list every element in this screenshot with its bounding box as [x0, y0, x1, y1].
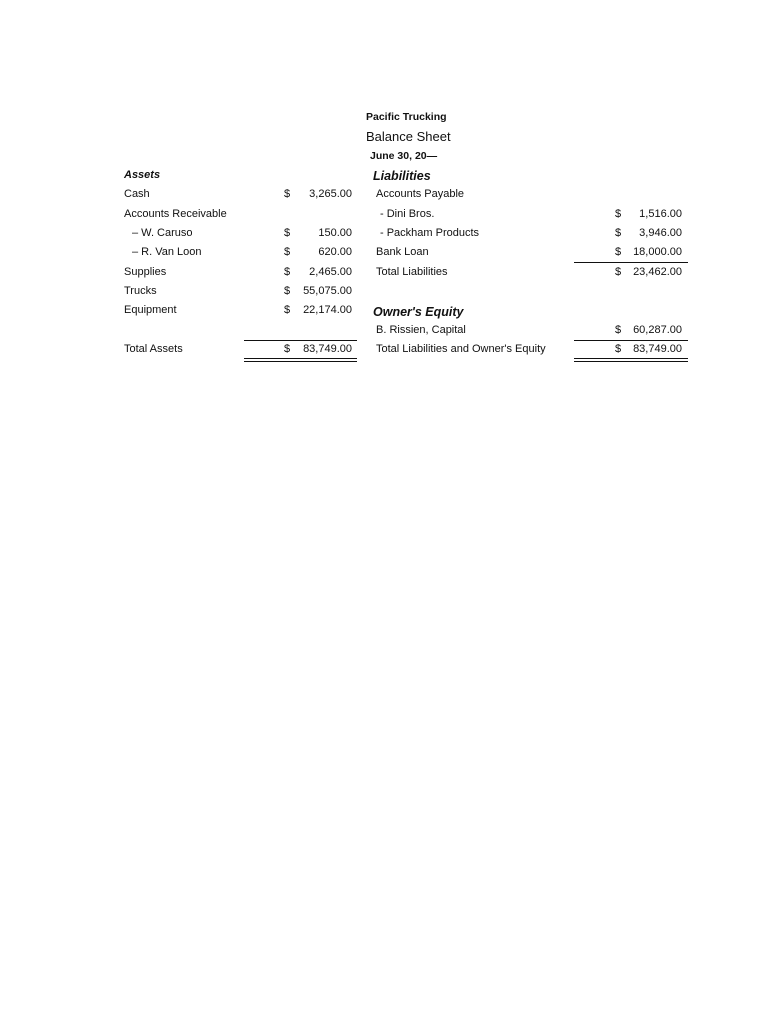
liability-label-accounts-payable: Accounts Payable [376, 188, 465, 200]
asset-label-w-caruso: – W. Caruso [132, 227, 193, 239]
equity-label-capital: B. Rissien, Capital [376, 324, 466, 336]
liability-amount-packham-products: 3,946.00 [639, 227, 682, 239]
company-name: Pacific Trucking [366, 111, 447, 123]
equity-currency-capital: $ [615, 324, 622, 336]
equity-subtotal-rule [574, 340, 688, 341]
total-liabilities-amount: 23,462.00 [633, 266, 682, 278]
liabilities-equity-total-double-rule [574, 358, 688, 362]
total-liabilities-equity-currency: $ [615, 343, 622, 355]
total-assets-currency: $ [284, 343, 291, 355]
assets-subtotal-rule [244, 340, 357, 341]
liability-label-packham-products: - Packham Products [380, 227, 480, 239]
liability-amount-bank-loan: 18,000.00 [633, 246, 682, 258]
asset-amount-equipment: 22,174.00 [303, 304, 352, 316]
liabilities-heading: Liabilities [373, 169, 431, 183]
asset-label-trucks: Trucks [124, 285, 157, 297]
asset-label-r-van-loon: – R. Van Loon [132, 246, 202, 258]
liabilities-subtotal-rule [574, 262, 688, 263]
asset-currency-cash: $ [284, 188, 291, 200]
asset-label-cash: Cash [124, 188, 150, 200]
assets-total-double-rule [244, 358, 357, 362]
total-liabilities-equity-amount: 83,749.00 [633, 343, 682, 355]
asset-amount-w-caruso: 150.00 [318, 227, 352, 239]
total-assets-amount: 83,749.00 [303, 343, 352, 355]
asset-amount-cash: 3,265.00 [309, 188, 352, 200]
liability-amount-dini-bros: 1,516.00 [639, 208, 682, 220]
asset-currency-supplies: $ [284, 266, 291, 278]
asset-label-supplies: Supplies [124, 266, 167, 278]
liability-currency-bank-loan: $ [615, 246, 622, 258]
statement-title: Balance Sheet [366, 129, 451, 144]
total-liabilities-label: Total Liabilities [376, 266, 448, 278]
total-liabilities-currency: $ [615, 266, 622, 278]
asset-amount-r-van-loon: 620.00 [318, 246, 352, 258]
asset-currency-r-van-loon: $ [284, 246, 291, 258]
total-liabilities-equity-label: Total Liabilities and Owner's Equity [376, 343, 546, 355]
owners-equity-heading: Owner's Equity [373, 305, 464, 319]
total-assets-label: Total Assets [124, 343, 183, 355]
asset-currency-trucks: $ [284, 285, 291, 297]
asset-amount-trucks: 55,075.00 [303, 285, 352, 297]
liability-label-bank-loan: Bank Loan [376, 246, 429, 258]
asset-amount-supplies: 2,465.00 [309, 266, 352, 278]
statement-date: June 30, 20— [370, 150, 438, 162]
liability-currency-dini-bros: $ [615, 208, 622, 220]
asset-currency-w-caruso: $ [284, 227, 291, 239]
equity-amount-capital: 60,287.00 [633, 324, 682, 336]
asset-label-equipment: Equipment [124, 304, 177, 316]
liability-label-dini-bros: - Dini Bros. [380, 208, 435, 220]
liability-currency-packham-products: $ [615, 227, 622, 239]
asset-currency-equipment: $ [284, 304, 291, 316]
asset-label-accounts-receivable: Accounts Receivable [124, 208, 227, 220]
assets-heading: Assets [124, 169, 161, 181]
